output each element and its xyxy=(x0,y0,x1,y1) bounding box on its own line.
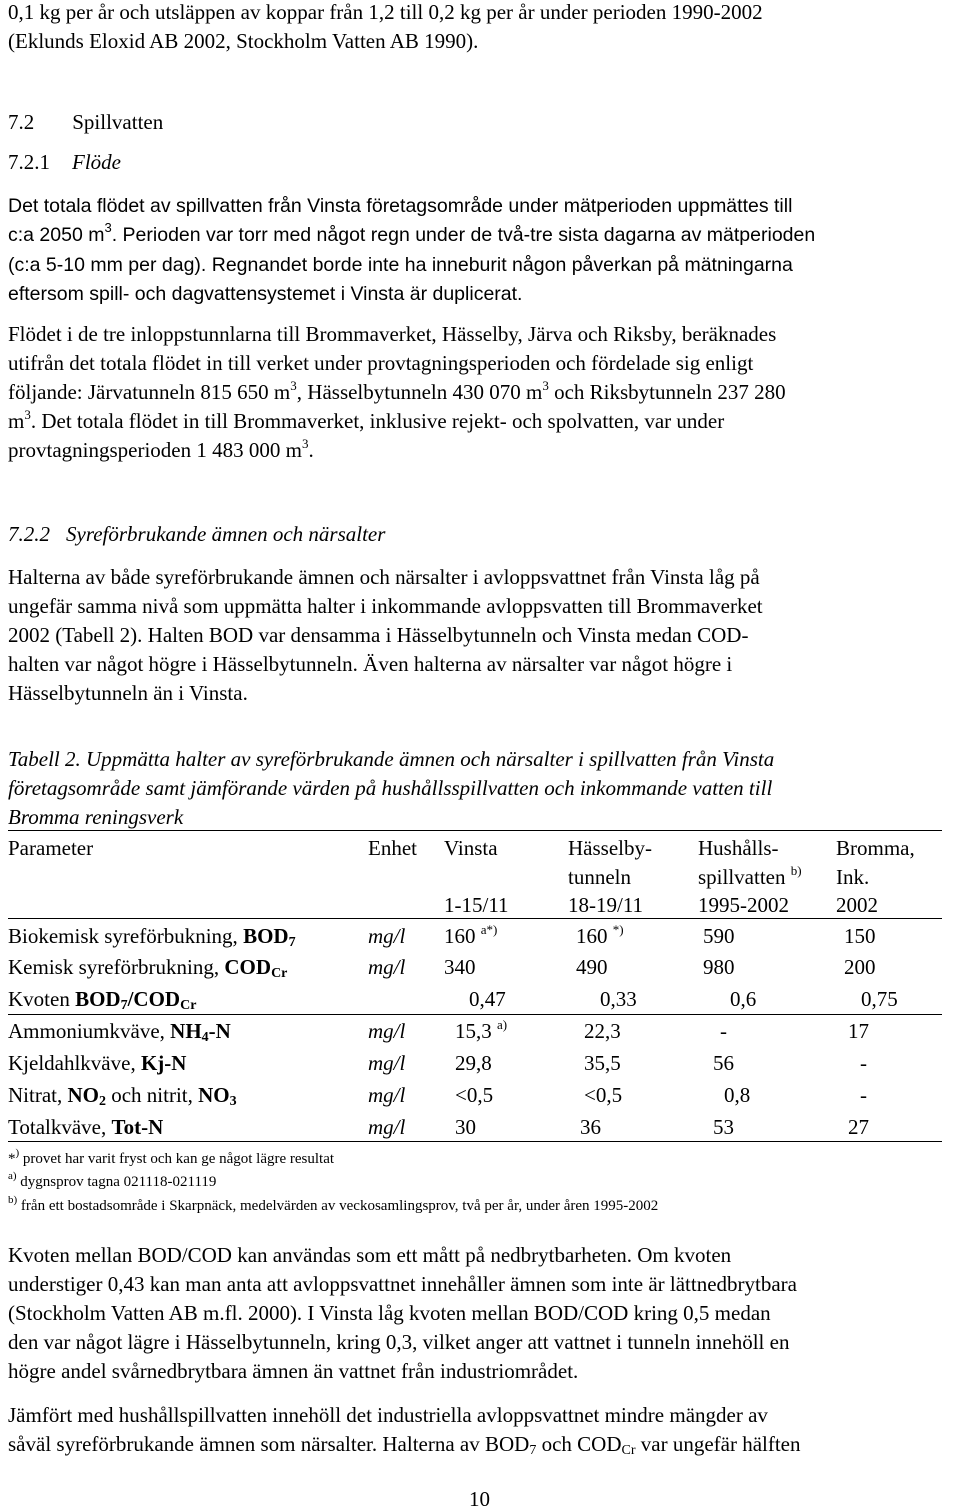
text-line: Halterna av både syreförbrukande ämnen och närsalter i avloppsvattnet från Vinsta låg på xyxy=(8,565,760,589)
subsection-heading xyxy=(8,150,121,174)
col-header-hasselby-date: 18-19/11 xyxy=(568,893,644,917)
row-label: Nitrat, $NO_2$ och nitrit, $NO_3$ xyxy=(8,1083,237,1109)
cell-bromma: 17 xyxy=(848,1019,869,1043)
table-header-rule xyxy=(8,918,942,919)
text-line: c:a 2050 $m^3$. Perioden var torr med något regn under de två-tre sista dagarna av mätperioden xyxy=(8,220,816,246)
col-header-bromma-date: 2002 xyxy=(836,893,878,917)
text-line: halten var något högre i Hässelbytunneln. Även halterna av närsalter var något högre i xyxy=(8,652,733,676)
cell-hushall: 980 xyxy=(703,955,735,979)
cell-bromma: - xyxy=(860,1051,867,1075)
cell-bromma: 150 xyxy=(844,924,876,948)
row-unit: mg/l xyxy=(368,1019,406,1043)
section-title: Flöde xyxy=(72,150,121,174)
text-line: Jämfört med hushållspillvatten innehöll det industriella avloppsvattnet mindre mängder av xyxy=(8,1403,768,1427)
cell-vinsta: 30 xyxy=(455,1115,476,1139)
cell-vinsta: 15,3 $^{a)}$ xyxy=(455,1017,508,1043)
row-unit: mg/l xyxy=(368,1083,406,1107)
text-line: utifrån det totala flödet in till verket under provtagningsperioden och fördelade sig enligt xyxy=(8,351,754,375)
table-caption: Bromma reningsverk xyxy=(8,805,184,829)
col-header-hushall: spillvatten $^{b)}$ xyxy=(698,863,802,889)
row-label: Biokemisk syreförbukning, $BOD_7$ xyxy=(8,924,296,950)
text-line: högre andel svårnedbrytbara ämnen än vattnet från industriområdet. xyxy=(8,1359,579,1383)
subsection-heading xyxy=(8,522,385,546)
col-header-hasselby: Hässelby- xyxy=(568,836,652,860)
text-line: den var något lägre i Hässelbytunneln, kring 0,3, vilket anger att vattnet i tunneln innehöll en xyxy=(8,1330,790,1354)
col-header-hushall: Hushålls- xyxy=(698,836,779,860)
section-number: 7.2.1 xyxy=(8,150,50,174)
cell-hasselby: 0,33 xyxy=(600,987,637,1011)
cell-hasselby: <0,5 xyxy=(584,1083,623,1107)
cell-vinsta: 340 xyxy=(444,955,476,979)
text-line: $m^3$. Det totala flödet in till Brommaverket, inklusive rejekt- och spolvatten, var under xyxy=(8,407,725,433)
text-line: 2002 (Tabell 2). Halten BOD var densamma i Hässelbytunneln och Vinsta medan COD- xyxy=(8,623,749,647)
cell-hushall: 0,6 xyxy=(730,987,757,1011)
row-unit: mg/l xyxy=(368,1115,406,1139)
text-line: understiger 0,43 kan man anta att avloppsvattnet innehåller ämnen som inte är lättnedbrytbara xyxy=(8,1272,797,1296)
table-bottom-rule xyxy=(8,1141,942,1142)
cell-vinsta: <0,5 xyxy=(455,1083,494,1107)
cell-vinsta: 160 $^{a*)}$ xyxy=(444,922,498,948)
text-line: Det totala flödet av spillvatten från Vinsta företagsområde under mätperioden uppmättes till xyxy=(8,195,793,217)
row-label: Kjeldahlkväve, Kj-N xyxy=(8,1051,187,1075)
col-header-parameter: Parameter xyxy=(8,836,94,860)
text-line: (c:a 5-10 mm per dag). Regnandet borde inte ha inneburit någon påverkan på mätningarna xyxy=(8,254,793,276)
text-line: Hässelbytunneln än i Vinsta. xyxy=(8,681,248,705)
col-header-hasselby: tunneln xyxy=(568,865,631,889)
table-caption: Tabell 2. Uppmätta halter av syreförbrukande ämnen och närsalter i spillvatten från Vinsta xyxy=(8,747,775,771)
text-line: 0,1 kg per år och utsläppen av koppar från 1,2 till 0,2 kg per år under perioden 1990-2002 xyxy=(8,0,763,24)
cell-hushall: - xyxy=(720,1019,727,1043)
cell-vinsta: 0,47 xyxy=(469,987,506,1011)
cell-bromma: - xyxy=(860,1083,867,1107)
cell-hushall: 0,8 xyxy=(724,1083,751,1107)
table-top-rule xyxy=(8,830,942,831)
col-header-bromma: Bromma, xyxy=(836,836,915,860)
section-number: 7.2.2 xyxy=(8,522,50,546)
col-header-bromma: Ink. xyxy=(836,865,870,889)
text-line: såväl syreförbrukande ämnen som närsalter. Halterna av $BOD_7$ och $COD_{Cr}$ var ungefär hälften xyxy=(8,1432,801,1458)
text-line: följande: Järvatunneln 815 650 $m^3$, Hässelbytunneln 430 070 $m^3$ och Riksbytunneln 237 280 xyxy=(8,378,786,404)
row-label: Kemisk syreförbrukning, $COD_{Cr}$ xyxy=(8,955,288,981)
row-unit: mg/l xyxy=(368,924,406,948)
footnote: $^{b)}$ från ett bostadsområde i Skarpnäck, medelvärden av veckosamlingsprov, två per år, under åren 1995-2002 xyxy=(8,1194,659,1214)
row-unit: mg/l xyxy=(368,1051,406,1075)
table-row-rule xyxy=(8,1014,942,1015)
text-line: ungefär samma nivå som uppmätta halter i inkommande avloppsvatten till Brommaverket xyxy=(8,594,763,618)
col-header-hushall-date: 1995-2002 xyxy=(698,893,789,917)
section-number: 7.2 xyxy=(8,110,35,134)
cell-bromma: 200 xyxy=(844,955,876,979)
text-line: Kvoten mellan BOD/COD kan användas som ett mått på nedbrytbarheten. Om kvoten xyxy=(8,1243,732,1267)
section-title: Spillvatten xyxy=(72,110,164,134)
cell-hushall: 590 xyxy=(703,924,735,948)
col-header-enhet: Enhet xyxy=(368,836,417,860)
footnote: $^{a)}$ dygnsprov tagna 021118-021119 xyxy=(8,1170,217,1190)
cell-hasselby: 160 *) xyxy=(576,922,624,948)
table-caption: företagsområde samt jämförande värden på hushållsspillvatten och inkommande vatten till xyxy=(8,776,773,800)
text-line: Flödet i de tre inloppstunnlarna till Brommaverket, Hässelby, Järva och Riksby, beräknades xyxy=(8,322,777,346)
cell-hasselby: 22,3 xyxy=(584,1019,621,1043)
row-label: Totalkväve, Tot-N xyxy=(8,1115,164,1139)
text-line: eftersom spill- och dagvattensystemet i Vinsta är duplicerat. xyxy=(8,283,523,305)
section-title: Syreförbrukande ämnen och närsalter xyxy=(66,522,386,546)
cell-hasselby: 35,5 xyxy=(584,1051,621,1075)
footnote: *) provet har varit fryst och kan ge något lägre resultat xyxy=(8,1147,335,1167)
cell-bromma: 27 xyxy=(848,1115,869,1139)
cell-hushall: 56 xyxy=(713,1051,734,1075)
text-line: (Eklunds Eloxid AB 2002, Stockholm Vatten AB 1990). xyxy=(8,29,479,53)
cell-hushall: 53 xyxy=(713,1115,734,1139)
col-header-vinsta-date: 1-15/11 xyxy=(444,893,509,917)
col-header-vinsta: Vinsta xyxy=(444,836,498,860)
cell-vinsta: 29,8 xyxy=(455,1051,492,1075)
page-number: 10 xyxy=(469,1487,490,1511)
cell-bromma: 0,75 xyxy=(861,987,898,1011)
cell-hasselby: 490 xyxy=(576,955,608,979)
row-label: Kvoten $BOD_7/COD_{Cr}$ xyxy=(8,987,197,1013)
cell-hasselby: 36 xyxy=(580,1115,601,1139)
text-line: (Stockholm Vatten AB m.fl. 2000). I Vinsta låg kvoten mellan BOD/COD kring 0,5 medan xyxy=(8,1301,771,1325)
row-label: Ammoniumkväve, $NH_4-N$ xyxy=(8,1019,231,1045)
section-heading xyxy=(8,110,163,134)
text-line: provtagningsperioden 1 483 000 $m^3$. xyxy=(8,436,314,462)
row-unit: mg/l xyxy=(368,955,406,979)
